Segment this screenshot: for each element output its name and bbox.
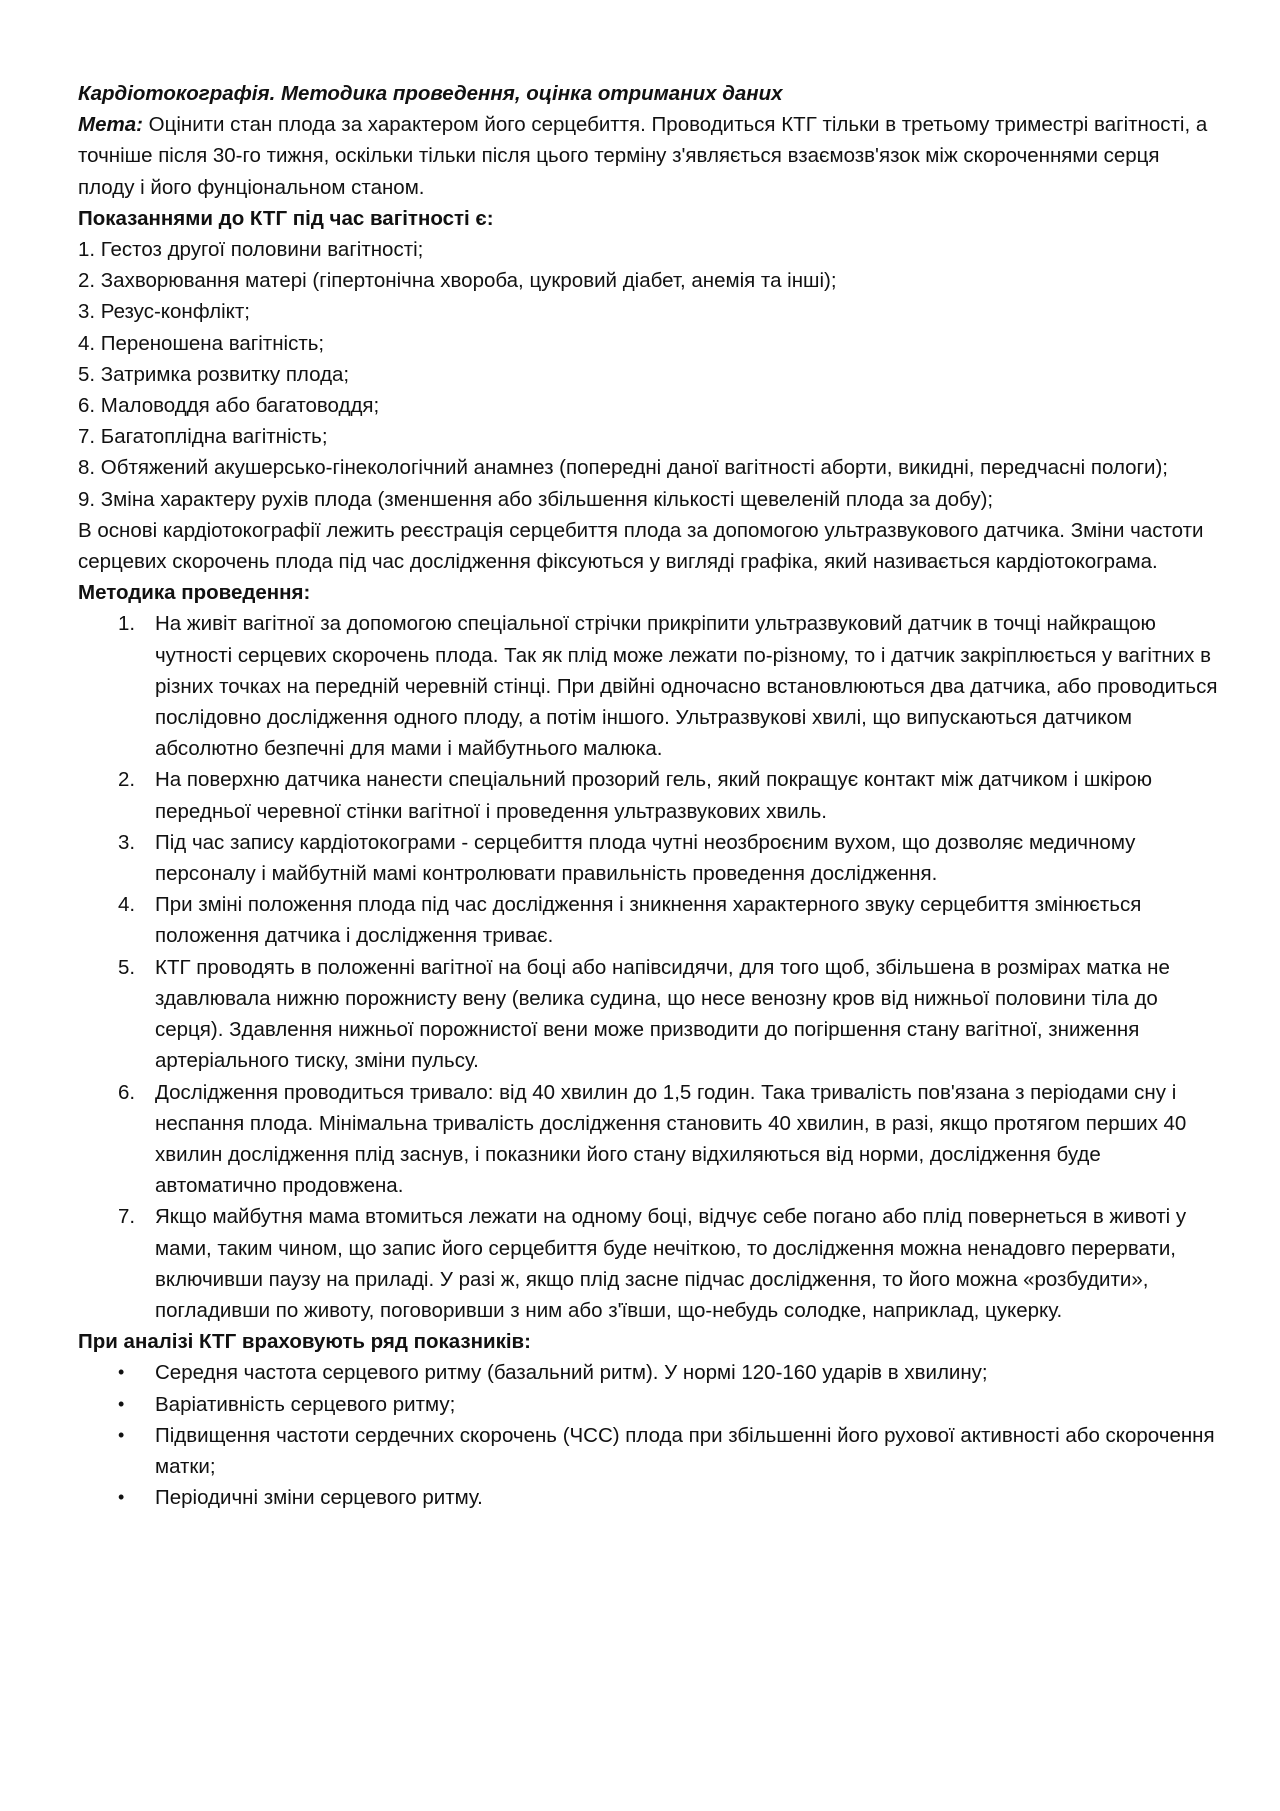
indication-item: 9. Зміна характеру рухів плода (зменшення або збільшення кількості щевеленій плода за добу);: [78, 487, 994, 511]
step-number: 2.: [118, 768, 136, 792]
method-step: [78, 1077, 1218, 1202]
step-number: 1.: [118, 612, 136, 636]
goal-text: Оцінити стан плода за характером його серцебиття. Проводиться КТГ тільки в третьому триместрі вагітності, а точніше після 30-го тижня, оскільки тільки після цього терміну з'являється взаємозв'язок між скороченнями серця плоду і його фунціональном станом.: [78, 113, 1208, 199]
bullet-icon: •: [118, 1393, 125, 1414]
step-text: При зміні положення плода під час дослідження і зникнення характерного звуку серцебиття змінюється положення датчика і дослідження триває.: [155, 893, 1142, 948]
analysis-list: [78, 1357, 1218, 1513]
analysis-item: [78, 1420, 1218, 1482]
analysis-heading: При аналізі КТГ враховують ряд показників:: [78, 1330, 531, 1354]
indication-item: 6. Маловоддя або багатоводдя;: [78, 394, 380, 418]
document-page: [78, 78, 1218, 1513]
analysis-text: Підвищення частоти сердечних скорочень (ЧСС) плода при збільшенні його рухової активності або скорочення матки;: [155, 1423, 1215, 1478]
method-steps-list: [78, 608, 1218, 1326]
indication-item: 3. Резус-конфлікт;: [78, 300, 250, 324]
analysis-item: [78, 1482, 1218, 1513]
goal-label: Мета:: [78, 113, 143, 137]
analysis-item: [78, 1389, 1218, 1420]
step-number: 6.: [118, 1080, 136, 1104]
step-text: Під час запису кардіотокограми - серцебиття плода чутні неозброєним вухом, що дозволяє медичному персоналу і майбутній мамі контролювати правильність проведення дослідження.: [155, 830, 1136, 886]
method-heading: Методика проведення:: [78, 581, 311, 605]
step-number: 3.: [118, 830, 136, 854]
analysis-text: Періодичні зміни серцевого ритму.: [155, 1486, 483, 1510]
step-number: 4.: [118, 893, 136, 917]
step-text: На поверхню датчика нанести спеціальний прозорий гель, який покращує контакт між датчиком і шкірою передньої черевної стінки вагітної і проведення ультразвукових хвиль.: [155, 768, 1152, 823]
step-text: КТГ проводять в положенні вагітної на боці або напівсидячи, для того щоб, збільшена в розмірах матка не здавлювала нижню порожнисту вену (велика судина, що несе венозну кров від нижньої половини тіла до серця). Здавлення нижньої порожнистої вени може призводити до погіршення стану вагітної, зниження артеріального тиску, зміни пульсу.: [155, 955, 1170, 1073]
method-step: [78, 952, 1218, 1077]
indication-item: 1. Гестоз другої половини вагітності;: [78, 238, 424, 262]
bullet-icon: •: [118, 1424, 125, 1445]
indication-item: 5. Затримка розвитку плода;: [78, 362, 350, 386]
method-step: [78, 1201, 1218, 1326]
analysis-text: Варіативність серцевого ритму;: [155, 1392, 456, 1416]
method-step: [78, 764, 1218, 826]
indications-heading: Показаннями до КТГ під час вагітності є:: [78, 206, 494, 230]
bullet-icon: •: [118, 1362, 125, 1383]
indication-item: 7. Багатоплідна вагітність;: [78, 425, 328, 449]
analysis-text: Середня частота серцевого ритму (базальний ритм). У нормі 120-160 ударів в хвилину;: [155, 1361, 988, 1385]
step-number: 7.: [118, 1205, 136, 1229]
method-step: [78, 608, 1218, 764]
step-text: На живіт вагітної за допомогою спеціальної стрічки прикріпити ультразвуковий датчик в точці найкращою чутності серцевих скорочень плода. Так як плід може лежати по-різному, то і датчик закріплюється у вагітних в різних точках на передній черевній стінці. При двійні одночасно встановлюються два датчика, або проводиться послідовно дослідження одного плоду, а потім іншого. Ультразвукові хвилі, що випускаються датчиком абсолютно безпечні для мами і майбутнього малюка.: [155, 612, 1218, 761]
step-number: 5.: [118, 955, 136, 979]
bullet-icon: •: [118, 1487, 125, 1508]
analysis-item: [78, 1357, 1218, 1388]
method-step: [78, 889, 1218, 951]
indication-item: 2. Захворювання матері (гіпертонічна хвороба, цукровий діабет, анемія та інші);: [78, 269, 837, 293]
method-step: [78, 827, 1218, 889]
step-text: Якщо майбутня мама втомиться лежати на одному боці, відчує себе погано або плід повернеться в животі у мами, таким чином, що запис його серцебиття буде нечіткою, то дослідження можна ненадовго перервати, включивши паузу на приладі. У разі ж, якщо плід засне підчас дослідження, то його можна «розбудити», погладивши по животу, поговоривши з ним або з'ївши, що-небудь солодке, наприклад, цукерку.: [155, 1205, 1187, 1322]
indication-item: 8. Обтяжений акушерсько-гінекологічний анамнез (попередні даної вагітності аборти, викидні, передчасні пологи);: [78, 456, 1168, 480]
basis-paragraph: В основі кардіотокографії лежить реєстрація серцебиття плода за допомогою ультразвукового датчика. Зміни частоти серцевих скорочень плода під час дослідження фіксуються у вигляді графіка, який називається кардіотокограма.: [78, 518, 1204, 574]
step-text: Дослідження проводиться тривало: від 40 хвилин до 1,5 годин. Така тривалість пов'язана з періодами сну і неспання плода. Мінімальна тривалість дослідження становить 40 хвилин, в разі, якщо протягом перших 40 хвилин дослідження плід заснув, і показники його стану відхиляються від норми, дослідження буде автоматично продовжена.: [155, 1080, 1187, 1198]
document-title: Кардіотокографія. Методика проведення, оцінка отриманих даних: [78, 82, 783, 105]
goal-paragraph: [78, 109, 1218, 203]
indication-item: 4. Переношена вагітність;: [78, 331, 325, 355]
